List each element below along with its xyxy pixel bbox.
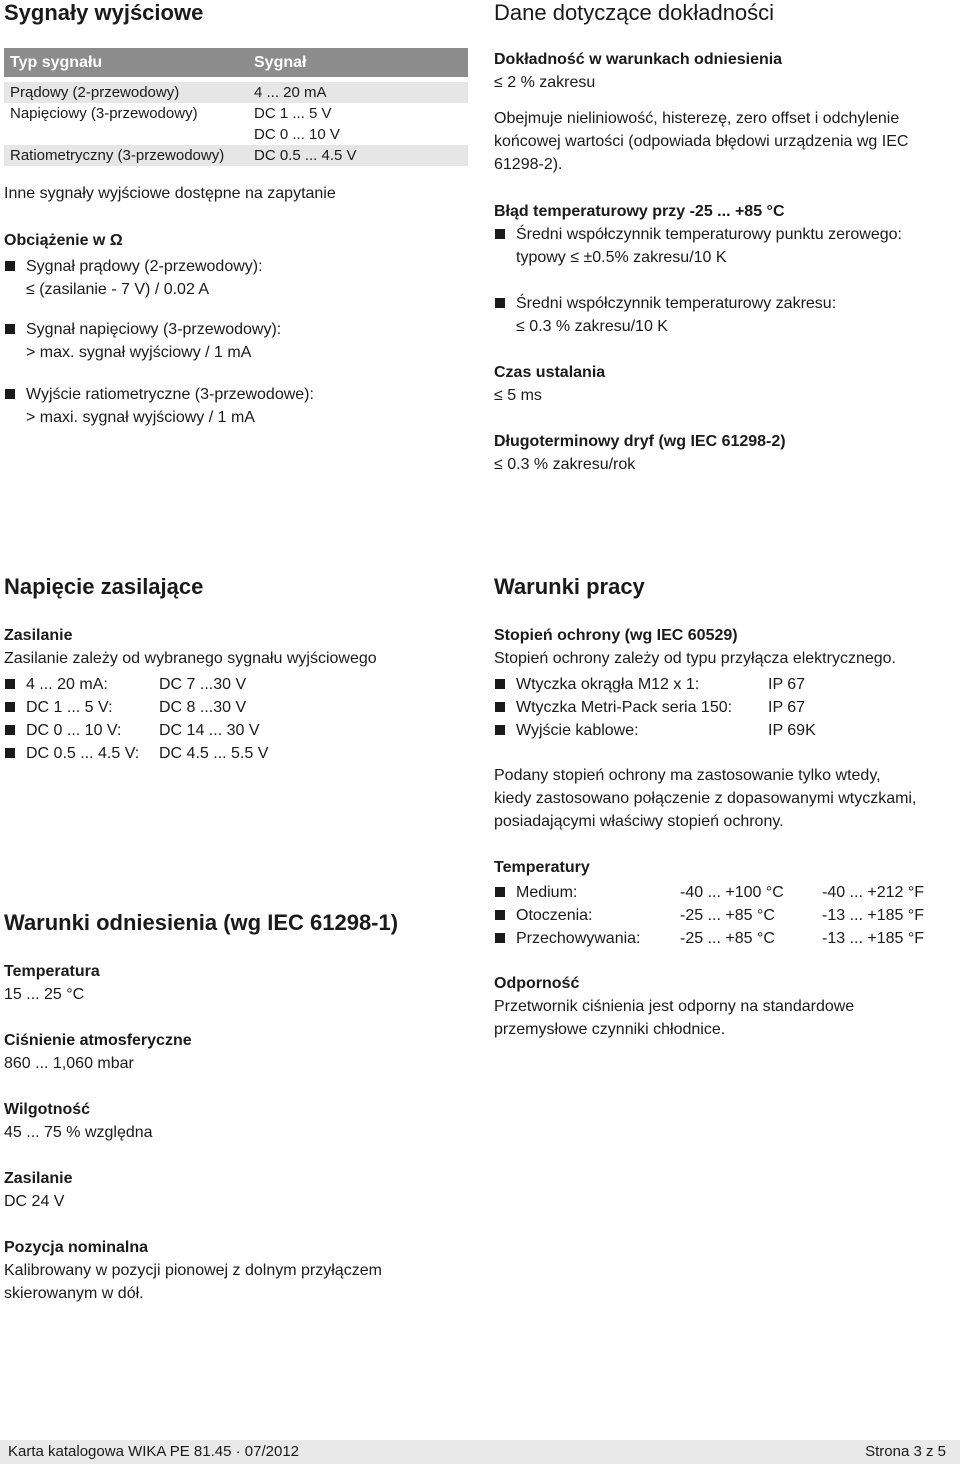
ref-humidity-title: Wilgotność — [4, 1101, 91, 1118]
list-item: Wtyczka okrągła M12 x 1: IP 67 — [494, 673, 954, 696]
output-signals-title: Sygnały wyjściowe — [4, 0, 204, 25]
reference-title: Warunki odniesienia (wg IEC 61298-1) — [4, 910, 399, 935]
temp-error-title: Błąd temperaturowy przy -25 ... +85 °C — [494, 203, 785, 220]
col-header-type: Typ sygnału — [10, 54, 103, 71]
list-item: DC 1 ... 5 V: DC 8 ...30 V — [4, 696, 468, 719]
supply-title: Napięcie zasilające — [4, 574, 204, 599]
ref-position-text: Kalibrowany w pozycji pionowej z dolnym przyłączem skierowanym w dół. — [4, 1262, 382, 1302]
resistance-title: Odporność — [494, 975, 580, 992]
ref-humidity-value: 45 ... 75 % względna — [4, 1124, 153, 1141]
other-signals-note: Inne sygnały wyjściowe dostępne na zapytanie — [4, 185, 336, 202]
protection-paragraph: Podany stopień ochrony ma zastosowanie tylko wtedy, kiedy zastosowano połączenie z dopasowanymi wtyczkami, posiadającymi właściwy stopień ochrony. — [494, 767, 917, 830]
list-item: Wyjście kablowe: IP 69K — [494, 719, 954, 742]
load-item-voltage: Sygnał napięciowy (3-przewodowy): > max. sygnał wyjściowy / 1 mA — [4, 318, 468, 364]
list-item: Medium: -40 ... +100 °C -40 ... +212 °F — [494, 881, 954, 904]
drift-title: Długoterminowy dryf (wg IEC 61298-2) — [494, 433, 786, 450]
table-row: DC 0 ... 10 V — [254, 126, 340, 143]
table-row: Ratiometryczny (3-przewodowy) DC 0.5 ... 4.5 V — [4, 145, 468, 166]
col-header-signal: Sygnał — [254, 54, 307, 71]
list-item: Otoczenia: -25 ... +85 °C -13 ... +185 °F — [494, 904, 954, 927]
supply-list — [4, 673, 468, 765]
protection-list — [494, 673, 954, 742]
temperatures-list — [494, 881, 954, 950]
table-row: Prądowy (2-przewodowy) 4 ... 20 mA — [4, 82, 468, 103]
accuracy-title: Dane dotyczące dokładności — [494, 0, 775, 25]
list-item: Wtyczka Metri-Pack seria 150: IP 67 — [494, 696, 954, 719]
ref-accuracy-note: Obejmuje nieliniowość, histerezę, zero offset i odchylenie końcowej wartości (odpowiada błędowi urządzenia wg IEC 61298-2). — [494, 110, 909, 173]
list-item: DC 0 ... 10 V: DC 14 ... 30 V — [4, 719, 468, 742]
resistance-text: Przetwornik ciśnienia jest odporny na standardowe przemysłowe czynniki chłodnice. — [494, 998, 855, 1038]
load-item-ratiometric: Wyjście ratiometryczne (3-przewodowe): > maxi. sygnał wyjściowy / 1 mA — [4, 383, 468, 429]
supply-subtitle: Zasilanie — [4, 627, 73, 644]
signal-table — [4, 48, 468, 166]
footer-page-number: Strona 3 z 5 — [865, 1443, 946, 1460]
ref-position-title: Pozycja nominalna — [4, 1239, 149, 1256]
signal-table-header — [4, 48, 468, 77]
page-footer — [0, 1440, 960, 1464]
settling-title: Czas ustalania — [494, 364, 606, 381]
drift-value: ≤ 0.3 % zakresu/rok — [494, 456, 636, 473]
supply-note: Zasilanie zależy od wybranego sygnału wyjściowego — [4, 650, 377, 667]
ref-supply-value: DC 24 V — [4, 1193, 65, 1210]
operating-title: Warunki pracy — [494, 574, 645, 599]
temp-item-span: Średni współczynnik temperaturowy zakresu: ≤ 0.3 % zakresu/10 K — [494, 292, 954, 338]
load-item-current: Sygnał prądowy (2-przewodowy): ≤ (zasilanie - 7 V) / 0.02 A — [4, 255, 468, 301]
list-item: Przechowywania: -25 ... +85 °C -13 ... +185 °F — [494, 927, 954, 950]
temp-item-zero: Średni współczynnik temperaturowy punktu zerowego: typowy ≤ ±0.5% zakresu/10 K — [494, 223, 954, 269]
ref-accuracy-value: ≤ 2 % zakresu — [494, 74, 596, 91]
protection-title: Stopień ochrony (wg IEC 60529) — [494, 627, 738, 644]
ref-supply-title: Zasilanie — [4, 1170, 73, 1187]
ref-temperature-title: Temperatura — [4, 963, 100, 980]
list-item: DC 0.5 ... 4.5 V: DC 4.5 ... 5.5 V — [4, 742, 468, 765]
table-row: Napięciowy (3-przewodowy) DC 1 ... 5 V — [10, 105, 332, 122]
list-item: 4 ... 20 mA: DC 7 ...30 V — [4, 673, 468, 696]
protection-note: Stopień ochrony zależy od typu przyłącza elektrycznego. — [494, 650, 896, 667]
footer-doc-ref: Karta katalogowa WIKA PE 81.45 · 07/2012 — [8, 1443, 300, 1460]
ref-pressure-value: 860 ... 1,060 mbar — [4, 1055, 134, 1072]
ref-accuracy-title: Dokładność w warunkach odniesienia — [494, 51, 783, 68]
load-title: Obciążenie w Ω — [4, 232, 123, 249]
ref-temperature-value: 15 ... 25 °C — [4, 986, 85, 1003]
ref-pressure-title: Ciśnienie atmosferyczne — [4, 1032, 192, 1049]
settling-value: ≤ 5 ms — [494, 387, 542, 404]
temperatures-title: Temperatury — [494, 859, 590, 876]
